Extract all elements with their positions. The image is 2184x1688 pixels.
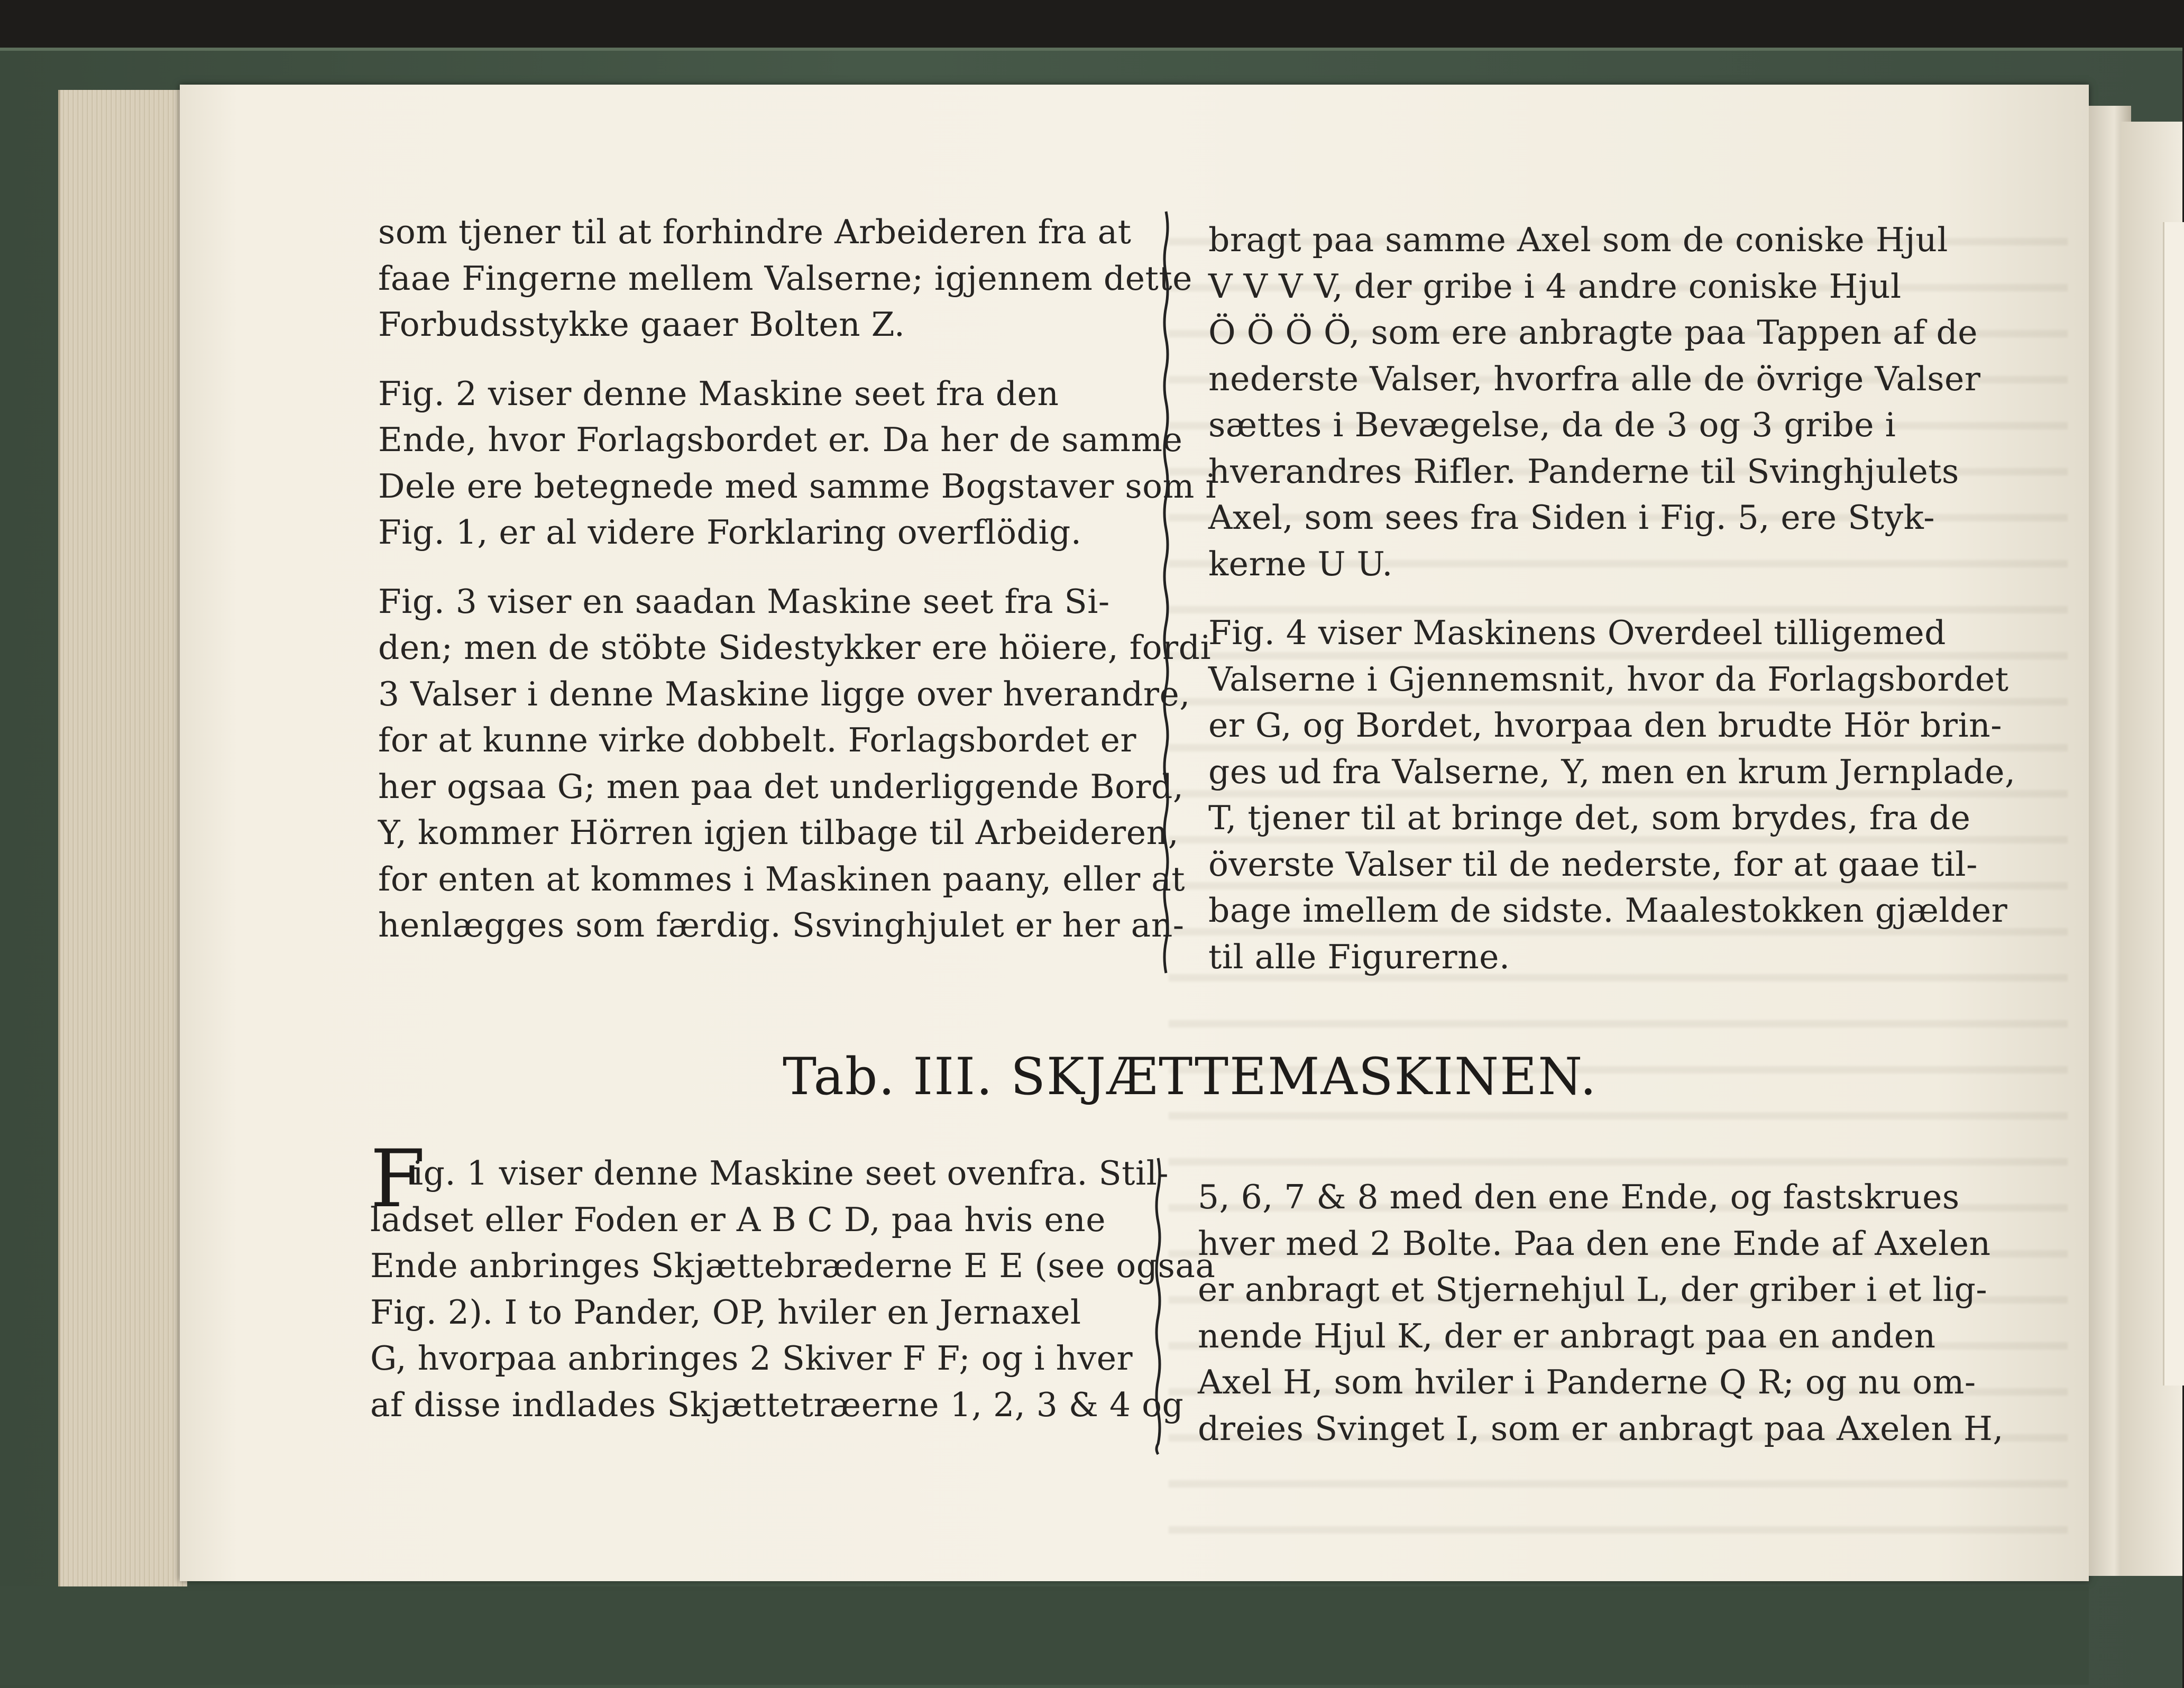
bottom-right-column bbox=[1198, 1174, 2004, 1452]
top-left-column bbox=[378, 209, 1217, 949]
paragraph bbox=[1208, 217, 1981, 587]
text-line: faae Fingerne mellem Valserne; igjennem dette bbox=[378, 259, 1192, 298]
wavy-column-rule bbox=[1153, 1158, 1163, 1454]
text-line: nende Hjul K, der er anbragt paa en anden bbox=[1198, 1316, 1936, 1355]
paragraph bbox=[1208, 610, 2016, 980]
text-line: Fig. 3 viser en saadan Maskine seet fra Si- bbox=[378, 582, 1110, 621]
text-line: Y, kommer Hörren igjen tilbage til Arbeideren, bbox=[378, 813, 1179, 852]
drop-cap: F bbox=[370, 1133, 426, 1225]
text-line: Ende anbringes Skjættebræderne E E (see ogsaa bbox=[370, 1246, 1216, 1285]
wavy-column-rule bbox=[1161, 212, 1171, 973]
text-line: er anbragt et Stjernehjul L, der griber i et lig- bbox=[1198, 1270, 1988, 1309]
text-line: Ö Ö Ö Ö, som ere anbragte paa Tappen af de bbox=[1208, 313, 1978, 352]
text-line: 5, 6, 7 & 8 med den ene Ende, og fastskrues bbox=[1198, 1178, 1960, 1216]
section-heading: Tab. III. SKJÆTTEMASKINEN. bbox=[783, 1047, 1598, 1106]
text-line: ig. 1 viser denne Maskine seet ovenfra. Stil- bbox=[412, 1154, 1169, 1192]
text-line: överste Valser til de nederste, for at gaae til- bbox=[1208, 845, 1978, 884]
text-line: Fig. 1, er al videre Forklaring overflödig. bbox=[378, 513, 1082, 552]
text-line: V V V V, der gribe i 4 andre coniske Hjul bbox=[1208, 267, 1902, 306]
text-line: den; men de stöbte Sidestykker ere höiere, fordi bbox=[378, 628, 1212, 667]
text-line: 3 Valser i denne Maskine ligge over hverandre, bbox=[378, 674, 1190, 713]
page-stack-edge bbox=[58, 90, 187, 1586]
text-line: for at kunne virke dobbelt. Forlagsbordet er bbox=[378, 721, 1136, 759]
bottom-left-column bbox=[370, 1150, 1216, 1428]
paragraph bbox=[378, 371, 1217, 556]
text-line: nederste Valser, hvorfra alle de övrige Valser bbox=[1208, 359, 1981, 398]
text-line: hverandres Rifler. Panderne til Svinghjulets bbox=[1208, 452, 1959, 491]
text-line: for enten at kommes i Maskinen paany, eller at bbox=[378, 859, 1186, 898]
text-line: bragt paa samme Axel som de coniske Hjul bbox=[1208, 221, 1948, 259]
top-right-column bbox=[1208, 217, 2016, 980]
text-line: sættes i Bevægelse, da de 3 og 3 gribe i bbox=[1208, 406, 1896, 444]
facing-page-inner bbox=[2163, 222, 2184, 1386]
text-line: som tjener til at forhindre Arbeideren fra at bbox=[378, 213, 1132, 251]
text-line: Fig. 2). I to Pander, OP, hviler en Jernaxel bbox=[370, 1292, 1081, 1332]
text-line: er G, og Bordet, hvorpaa den brudte Hör brin- bbox=[1208, 706, 2003, 745]
text-line: her ogsaa G; men paa det underliggende Bord, bbox=[378, 767, 1184, 806]
paragraph bbox=[378, 209, 1192, 348]
text-line: bage imellem de sidste. Maalestokken gjælder bbox=[1208, 891, 2008, 930]
text-line: kerne U U. bbox=[1208, 544, 1393, 583]
text-line: Valserne i Gjennemsnit, hvor da Forlagsbordet bbox=[1208, 659, 2009, 699]
book-cover-edge bbox=[0, 1586, 2089, 1685]
text-line: hver med 2 Bolte. Paa den ene Ende af Axelen bbox=[1198, 1224, 1991, 1263]
text-line: af disse indlades Skjættetræerne 1, 2, 3 & 4 og bbox=[370, 1385, 1184, 1424]
paragraph bbox=[378, 579, 1212, 949]
text-line: henlægges som færdig. Ssvinghjulet er her an- bbox=[378, 906, 1185, 944]
text-line: Fig. 2 viser denne Maskine seet fra den bbox=[378, 374, 1059, 413]
text-line: dreies Svinget I, som er anbragt paa Axelen H, bbox=[1198, 1409, 2004, 1448]
text-line: Axel, som sees fra Siden i Fig. 5, ere Styk- bbox=[1208, 498, 1935, 537]
text-line: ges ud fra Valserne, Y, men en krum Jernplade, bbox=[1208, 752, 2016, 791]
text-line: Ende, hvor Forlagsbordet er. Da her de samme bbox=[378, 420, 1183, 459]
text-line: Dele ere betegnede med samme Bogstaver som i bbox=[378, 466, 1217, 506]
text-line: Fig. 4 viser Maskinens Overdeel tilligemed bbox=[1208, 613, 1946, 652]
text-line: Axel H, som hviler i Panderne Q R; og nu om- bbox=[1198, 1363, 1976, 1401]
text-line: T, tjener til at bringe det, som brydes, fra de bbox=[1208, 799, 1971, 837]
text-line: ladset eller Foden er A B C D, paa hvis ene bbox=[370, 1200, 1106, 1239]
text-line: Forbudsstykke gaaer Bolten Z. bbox=[378, 305, 905, 344]
text-line: G, hvorpaa anbringes 2 Skiver F F; og i hver bbox=[370, 1339, 1133, 1378]
text-line: til alle Figurerne. bbox=[1208, 937, 1510, 976]
